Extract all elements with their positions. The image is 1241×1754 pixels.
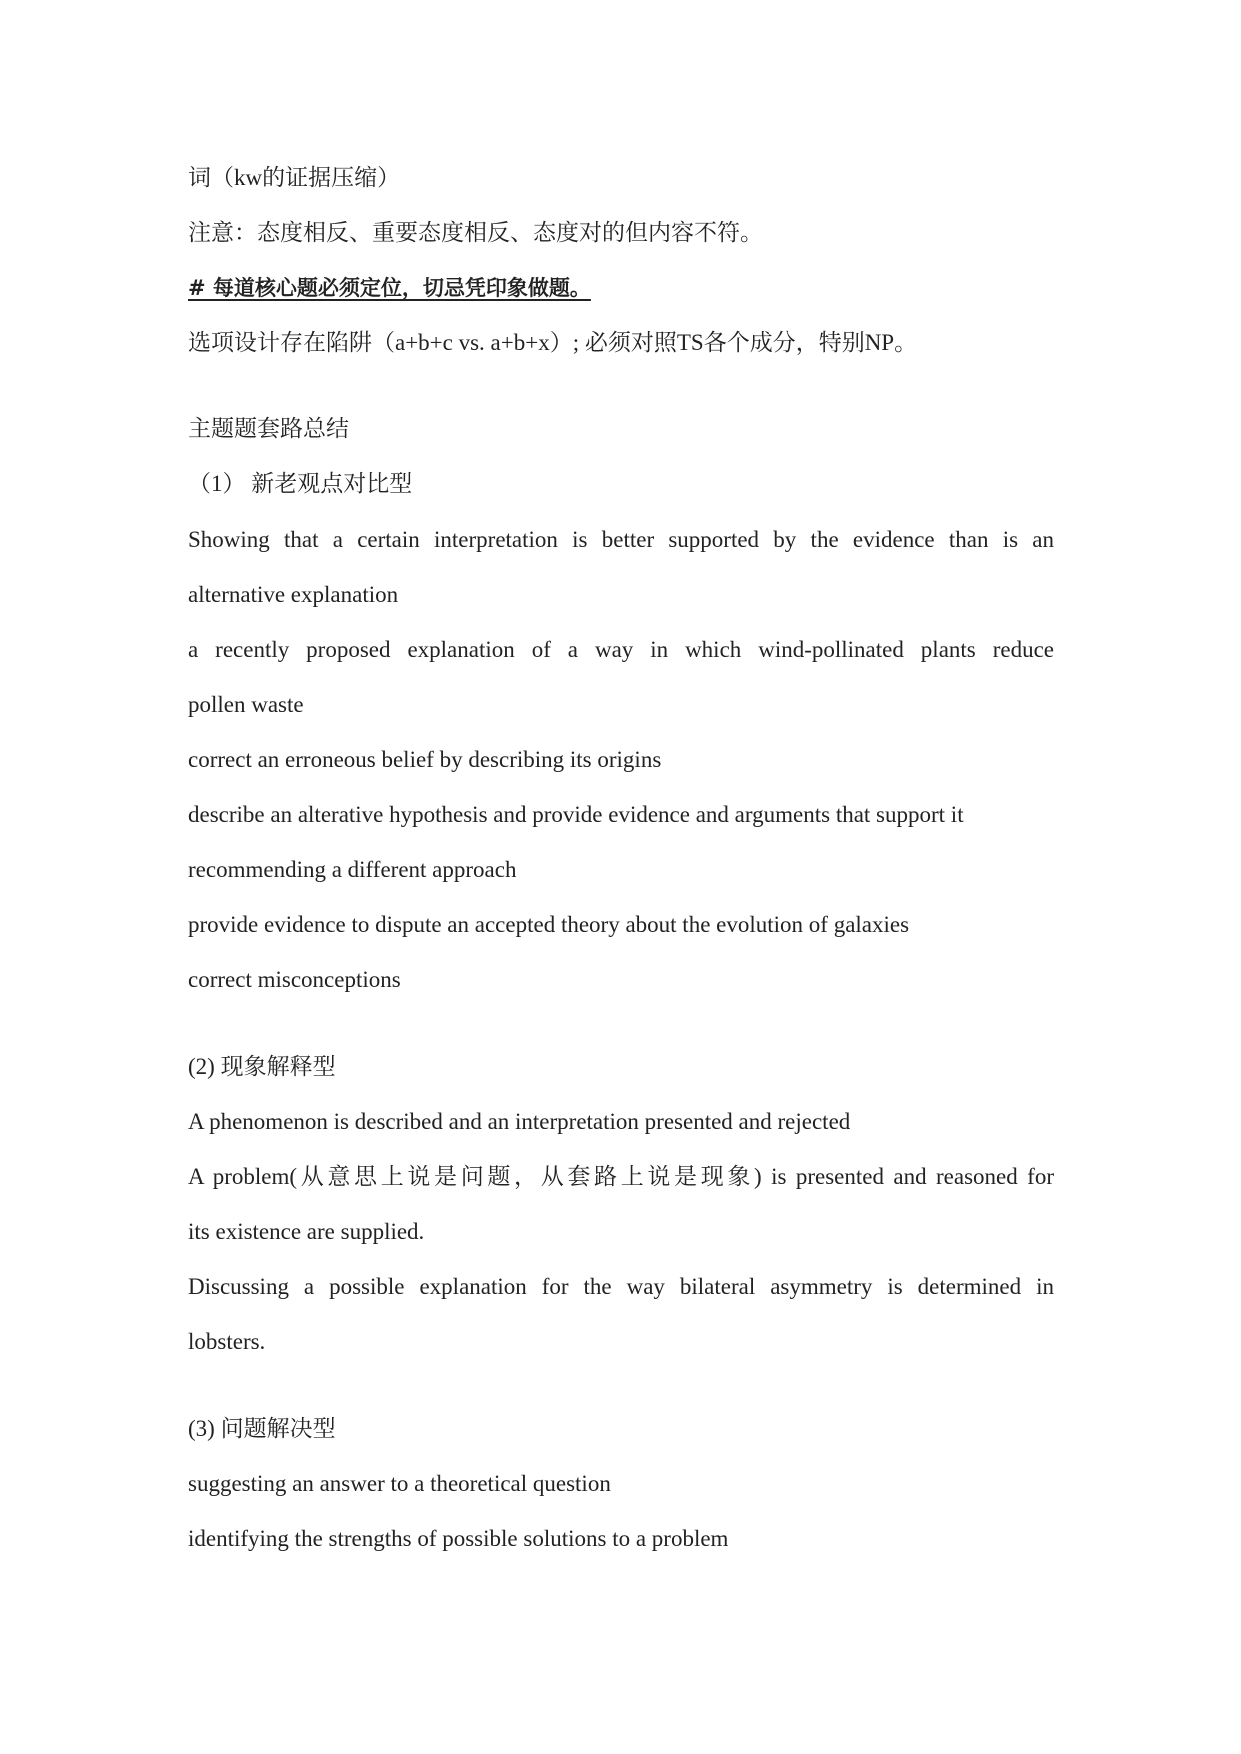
example-line: Discussing a possible explanation for the way bilateral asymmetry is determined in (188, 1274, 1054, 1299)
note-line: 注意：态度相反、重要态度相反、态度对的但内容不符。 (188, 220, 763, 245)
example-line: A phenomenon is described and an interpretation presented and rejected (188, 1109, 851, 1134)
example-line: identifying the strengths of possible solutions to a problem (188, 1526, 729, 1551)
subsection-heading: (3) 问题解决型 (188, 1416, 336, 1441)
example-line: correct misconceptions (188, 967, 401, 992)
example-line: lobsters. (188, 1329, 266, 1354)
subsection-heading: （1） 新老观点对比型 (188, 471, 413, 496)
example-line: recommending a different approach (188, 857, 517, 882)
example-line: a recently proposed explanation of a way in which wind-pollinated plants reduce (188, 637, 1054, 662)
text-line: 选项设计存在陷阱（a+b+c vs. a+b+x）; 必须对照TS各个成分，特别NP。 (188, 330, 918, 355)
example-line: Showing that a certain interpretation is better supported by the evidence than is an (188, 527, 1054, 552)
example-line: correct an erroneous belief by describing its origins (188, 747, 662, 772)
section-heading: 主题题套路总结 (188, 416, 349, 441)
example-line: pollen waste (188, 692, 304, 717)
subsection-heading: (2) 现象解释型 (188, 1054, 336, 1079)
example-line: its existence are supplied. (188, 1219, 425, 1244)
example-line: describe an alterative hypothesis and provide evidence and arguments that support it (188, 802, 964, 827)
example-line: alternative explanation (188, 582, 399, 607)
text-line: 词（kw的证据压缩） (188, 165, 401, 190)
example-line: A problem(从意思上说是问题，从套路上说是现象) is presented and reasoned for (188, 1164, 1054, 1189)
example-line: provide evidence to dispute an accepted theory about the evolution of galaxies (188, 912, 910, 937)
example-line: suggesting an answer to a theoretical question (188, 1471, 611, 1496)
emphasis-heading: # 每道核心题必须定位，切忌凭印象做题。 (188, 276, 591, 300)
